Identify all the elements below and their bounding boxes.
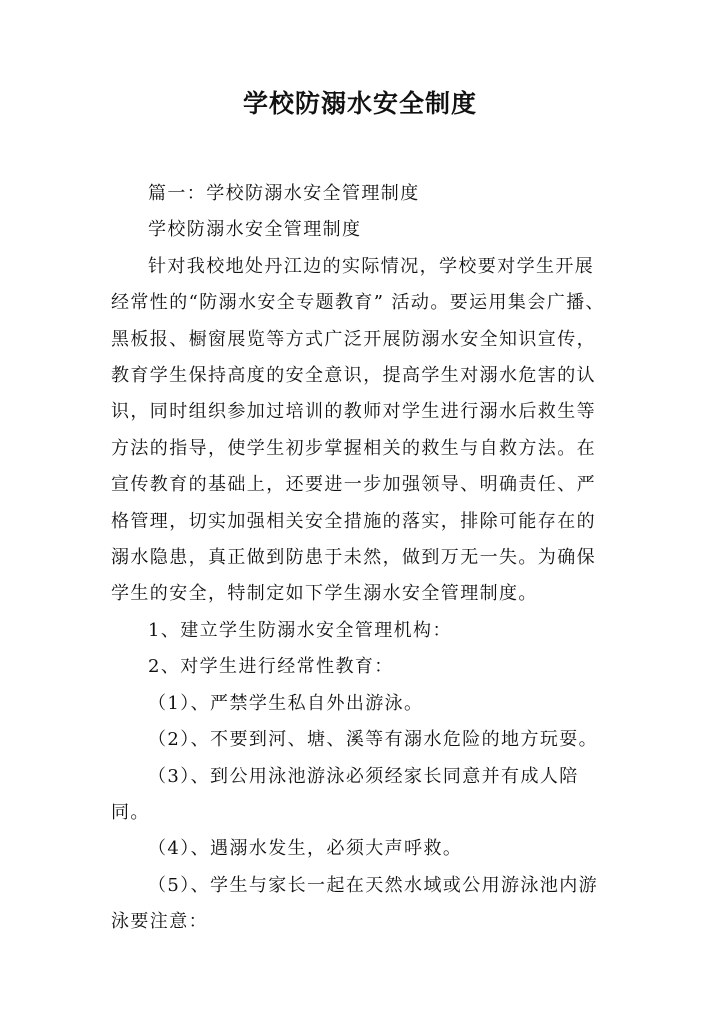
sub-item-4: （4）、遇溺水发生，必须大声呼救。 [148, 838, 463, 860]
sub-item-3: （3）、到公用泳池游泳必须经家长同意并有成人陪同。 [111, 765, 579, 823]
section-heading: 篇一：学校防溺水安全管理制度 [148, 183, 420, 204]
document-body [111, 176, 605, 941]
sub-item-1: （1）、严禁学生私自外出游泳。 [148, 692, 424, 714]
sub-heading: 学校防溺水安全管理制度 [148, 219, 362, 241]
sub-item-5: （5）、学生与家长一起在天然水域或公用游泳池内游泳要注意： [111, 874, 599, 933]
list-item-2: 2、对学生进行经常性教育： [148, 656, 394, 678]
sub-item-2: （2）、不要到河、塘、溪等有溺水危险的地方玩耍。 [148, 729, 599, 751]
document-title: 学校防溺水安全制度 [242, 89, 477, 118]
intro-paragraph: 针对我校地处丹江边的实际情况，学校要对学生开展经常性的“防溺水安全专题教育” 活动。要运用集会广播、黑板报、橱窗展览等方式广泛开展防溺水安全知识宣传，教育学生保持高度的安全意识，提高学生对溺水危害的认识，同时组织参加过培训的教师对学生进行溺水后救生等方法的指导，使学生初步掌握相关的救生与自救方法。在宣传教育的基础上，还要进一步加强领导、明确责任、严格管理，切实加强相关安全措施的落实，排除可能存在的溺水隐患，真正做到防患于未然，做到万无一失。为确保学生的安全，特制定如下学生溺水安全管理制度。 [111, 255, 605, 605]
list-item-1: 1、建立学生防溺水安全管理机构： [148, 619, 452, 641]
